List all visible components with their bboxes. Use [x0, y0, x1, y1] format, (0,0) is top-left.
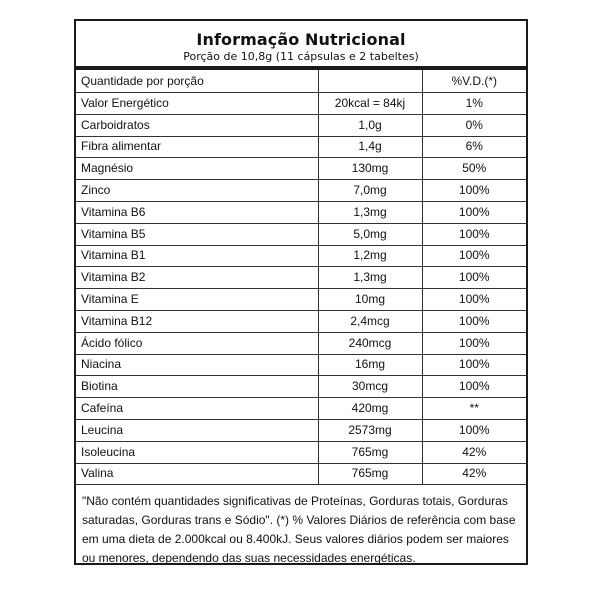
nutrient-vd: 100%: [422, 354, 526, 376]
nutrient-vd: 42%: [422, 463, 526, 485]
nutrient-vd: 100%: [422, 267, 526, 289]
nutrient-name: Cafeína: [76, 398, 318, 420]
nutrient-amount: 10mg: [318, 289, 422, 311]
nutrient-vd: 100%: [422, 289, 526, 311]
nutrient-vd: 6%: [422, 136, 526, 158]
table-row: [76, 398, 526, 420]
nutrient-name: Fibra alimentar: [76, 136, 318, 158]
nutrient-vd: 100%: [422, 332, 526, 354]
table-row: [76, 114, 526, 136]
nutrient-vd: 50%: [422, 158, 526, 180]
nutrient-name: Isoleucina: [76, 441, 318, 463]
nutrient-amount: 765mg: [318, 463, 422, 485]
column-header-vd: %V.D.(*): [422, 70, 526, 93]
table-row: [76, 354, 526, 376]
serving-size: Porção de 10,8g (11 cápsulas e 2 tabeltes): [183, 50, 419, 63]
nutrient-amount: 1,4g: [318, 136, 422, 158]
table-row: [76, 267, 526, 289]
table-row: [76, 180, 526, 202]
nutrient-name: Vitamina B1: [76, 245, 318, 267]
nutrient-amount: 2573mg: [318, 419, 422, 441]
table-row: [76, 201, 526, 223]
nutrient-name: Ácido fólico: [76, 332, 318, 354]
nutrient-vd: 100%: [422, 310, 526, 332]
nutrient-vd: 100%: [422, 376, 526, 398]
nutrient-vd: 0%: [422, 114, 526, 136]
nutrition-facts-label: [74, 19, 528, 565]
nutrient-amount: 7,0mg: [318, 180, 422, 202]
nutrient-vd: 100%: [422, 419, 526, 441]
nutrient-vd: 42%: [422, 441, 526, 463]
nutrient-name: Vitamina E: [76, 289, 318, 311]
nutrient-amount: 420mg: [318, 398, 422, 420]
table-row: [76, 223, 526, 245]
table-row: [76, 441, 526, 463]
nutrient-amount: 1,0g: [318, 114, 422, 136]
nutrient-name: Zinco: [76, 180, 318, 202]
label-header: [76, 21, 526, 70]
nutrient-amount: 1,3mg: [318, 201, 422, 223]
table-row: [76, 419, 526, 441]
column-header-quantity: Quantidade por porção: [76, 70, 318, 93]
nutrient-amount: 2,4mcg: [318, 310, 422, 332]
table-row: [76, 310, 526, 332]
nutrient-amount: 1,2mg: [318, 245, 422, 267]
table-row: [76, 93, 526, 115]
nutrient-name: Magnésio: [76, 158, 318, 180]
nutrient-amount: 5,0mg: [318, 223, 422, 245]
label-title: Informação Nutricional: [196, 30, 406, 49]
nutrition-table: [76, 70, 526, 485]
table-row: [76, 289, 526, 311]
nutrient-vd: 100%: [422, 223, 526, 245]
nutrient-name: Niacina: [76, 354, 318, 376]
nutrient-name: Leucina: [76, 419, 318, 441]
nutrient-name: Valina: [76, 463, 318, 485]
nutrient-vd: 100%: [422, 201, 526, 223]
nutrient-name: Vitamina B5: [76, 223, 318, 245]
column-header-amount: [318, 70, 422, 93]
nutrient-name: Vitamina B6: [76, 201, 318, 223]
nutrient-amount: 765mg: [318, 441, 422, 463]
nutrient-amount: 240mcg: [318, 332, 422, 354]
nutrient-name: Biotina: [76, 376, 318, 398]
table-row: [76, 463, 526, 485]
nutrient-vd: 100%: [422, 245, 526, 267]
nutrient-vd: 100%: [422, 180, 526, 202]
table-header-row: [76, 70, 526, 93]
footnote: "Não contém quantidades significativas de Proteínas, Gorduras totais, Gorduras saturadas, Gorduras trans e Sódio". (*) % Valores Diários de referência com base em uma dieta de 2.000kcal ou 8.400kJ. Seus valores diários podem ser maiores ou menores, dependendo das suas necessidades energéticas.: [82, 494, 516, 566]
table-row: [76, 332, 526, 354]
nutrient-name: Vitamina B12: [76, 310, 318, 332]
nutrient-vd: 1%: [422, 93, 526, 115]
nutrient-name: Valor Energético: [76, 93, 318, 115]
nutrient-amount: 20kcal = 84kj: [318, 93, 422, 115]
nutrient-vd: **: [422, 398, 526, 420]
nutrient-amount: 16mg: [318, 354, 422, 376]
nutrient-name: Carboidratos: [76, 114, 318, 136]
table-row: [76, 245, 526, 267]
nutrient-amount: 30mcg: [318, 376, 422, 398]
table-row: [76, 136, 526, 158]
table-row: [76, 376, 526, 398]
nutrient-name: Vitamina B2: [76, 267, 318, 289]
nutrient-amount: 130mg: [318, 158, 422, 180]
nutrient-amount: 1,3mg: [318, 267, 422, 289]
table-row: [76, 158, 526, 180]
